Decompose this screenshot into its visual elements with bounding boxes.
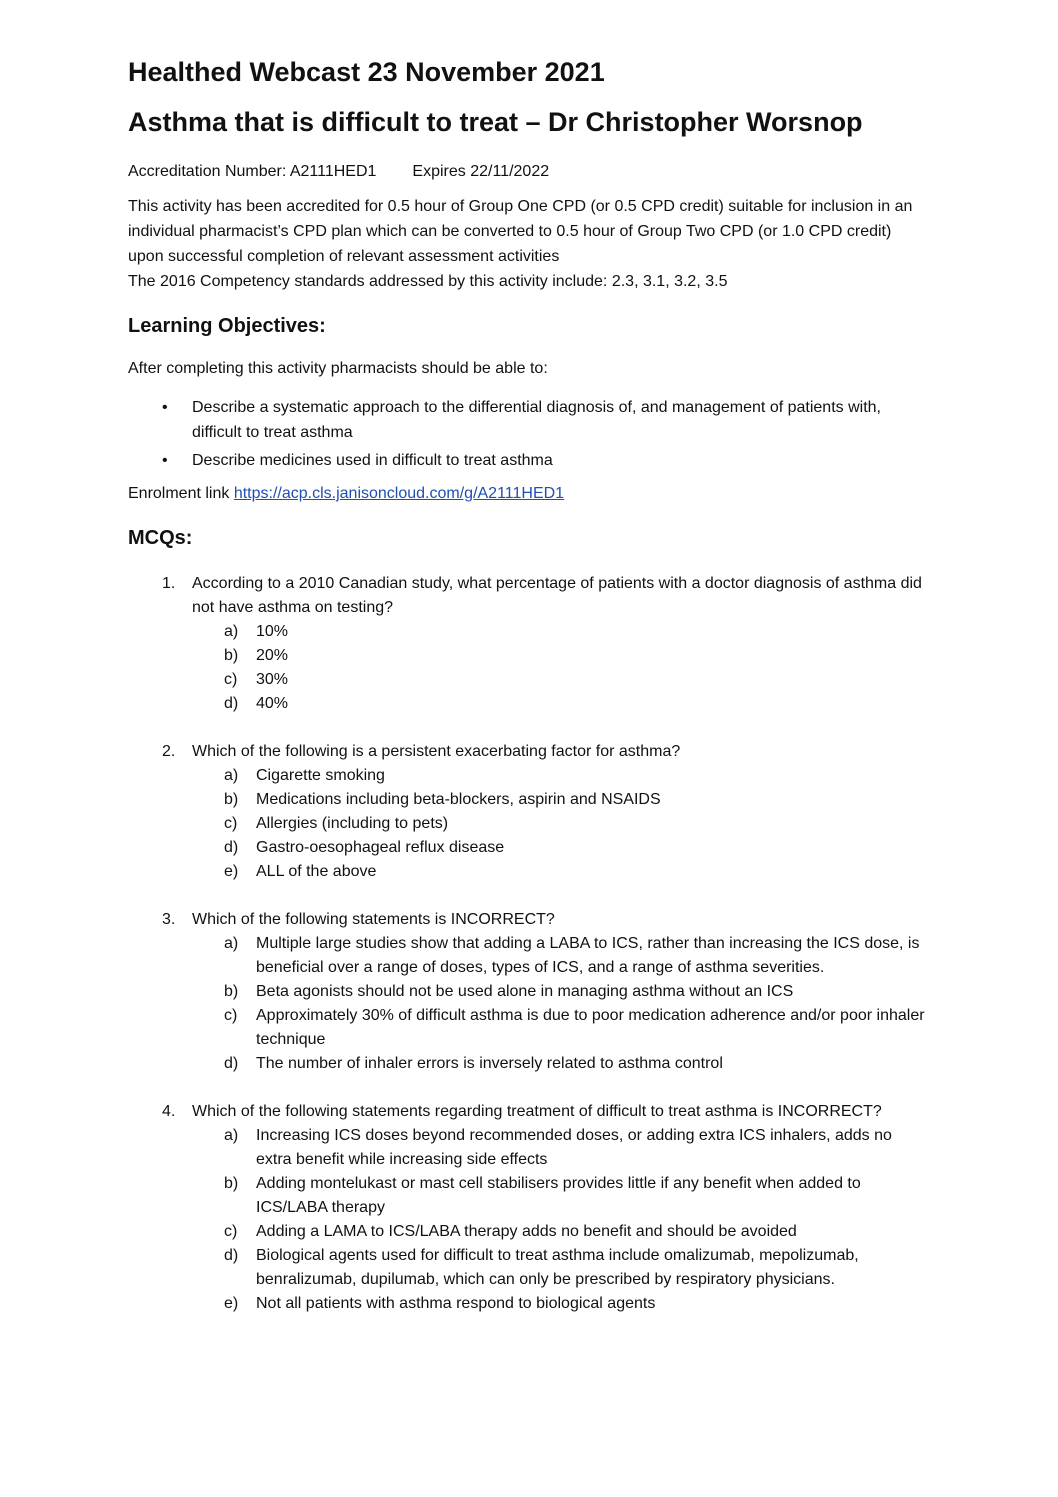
enrolment-link[interactable]: https://acp.cls.janisoncloud.com/g/A2111HED1 [233,485,565,502]
accreditation-number: Accreditation Number: A2111HED1 [128,163,377,180]
option-letter: d) [224,839,239,856]
mcq-list [128,572,928,1316]
option-text: Multiple large studies show that adding a LABA to ICS, rather than increasing the ICS dose, is beneficial over a range of doses, types of ICS, and a range of asthma severities. [256,935,920,976]
option-text: Beta agonists should not be used alone in managing asthma without an ICS [256,983,794,1000]
option-text: ALL of the above [256,863,377,880]
answer-option [192,980,928,1004]
accreditation-text: This activity has been accredited for 0.5 hour of Group One CPD (or 0.5 CPD credit) suitable for inclusion in an individual pharmacist’s CPD plan which can be converted to 0.5 hour of Group Two CPD (or 1.0 CPD credit) upon successful completion of relevant assessment activities [128,198,913,265]
mcq-question [128,572,928,716]
option-letter: b) [224,1175,239,1192]
bullet-icon: • [162,399,168,416]
answer-option [192,812,928,836]
option-text: Adding montelukast or mast cell stabilisers provides little if any benefit when added to ICS/LABA therapy [256,1175,861,1216]
objective-item: • Describe medicines used in difficult to treat asthma [128,448,928,473]
answer-option [192,668,928,692]
option-letter: c) [224,1223,238,1240]
option-letter: b) [224,983,239,1000]
option-text: Cigarette smoking [256,767,385,784]
bullet-icon: • [162,452,168,469]
answer-option [192,692,928,716]
answer-option [192,1172,928,1220]
answer-option [192,788,928,812]
question-number: 3. [162,911,176,928]
answer-options [192,1124,928,1316]
option-letter: a) [224,1127,239,1144]
option-letter: b) [224,791,239,808]
answer-option [192,836,928,860]
enrolment-line [128,481,928,506]
objectives-list [128,395,928,473]
option-text: 20% [256,647,289,664]
option-letter: d) [224,1055,239,1072]
document-title: Healthed Webcast 23 November 2021 [128,57,605,87]
question-text: Which of the following statements is INCORRECT? [192,911,555,928]
option-letter: d) [224,695,239,712]
objective-item: • Describe a systematic approach to the differential diagnosis of, and management of patients with, difficult to treat asthma [128,395,928,445]
answer-option [192,644,928,668]
answer-option [192,1244,928,1292]
answer-option [192,1220,928,1244]
accreditation-line [128,160,928,184]
accreditation-description [128,194,928,294]
mcq-question [128,908,928,1076]
document-page [128,52,928,1340]
option-letter: c) [224,1007,238,1024]
answer-option [192,1124,928,1172]
question-number: 4. [162,1103,176,1120]
answer-option [192,1052,928,1076]
option-text: 40% [256,695,289,712]
question-text: Which of the following is a persistent exacerbating factor for asthma? [192,743,681,760]
answer-option [192,764,928,788]
answer-option [192,620,928,644]
option-text: Increasing ICS doses beyond recommended doses, or adding extra ICS inhalers, adds no extra benefit while increasing side effects [256,1127,892,1168]
option-text: The number of inhaler errors is inversely related to asthma control [256,1055,723,1072]
option-letter: c) [224,815,238,832]
option-letter: b) [224,647,239,664]
option-letter: e) [224,863,239,880]
option-text: 10% [256,623,289,640]
option-text: Allergies (including to pets) [256,815,449,832]
option-letter: a) [224,767,239,784]
option-letter: e) [224,1295,239,1312]
option-text: Not all patients with asthma respond to biological agents [256,1295,656,1312]
question-number: 1. [162,575,176,592]
learning-objectives-heading: Learning Objectives: [128,315,326,337]
answer-options [192,620,928,716]
option-text: Gastro-oesophageal reflux disease [256,839,505,856]
question-text: According to a 2010 Canadian study, what percentage of patients with a doctor diagnosis of asthma did not have asthma on testing? [192,575,922,616]
enrolment-label: Enrolment link [128,485,230,502]
question-number: 2. [162,743,176,760]
mcq-heading: MCQs: [128,527,193,549]
option-letter: a) [224,623,239,640]
answer-option [192,860,928,884]
option-text: 30% [256,671,289,688]
answer-options [192,932,928,1076]
option-text: Biological agents used for difficult to treat asthma include omalizumab, mepolizumab, benralizumab, dupilumab, which can only be prescribed by respiratory physicians. [256,1247,859,1288]
answer-option [192,1292,928,1316]
competency-text: The 2016 Competency standards addressed by this activity include: 2.3, 3.1, 3.2, 3.5 [128,273,728,290]
mcq-question [128,1100,928,1316]
answer-options [192,764,928,884]
option-letter: c) [224,671,238,688]
document-subtitle: Asthma that is difficult to treat – Dr Christopher Worsnop [128,107,863,137]
option-letter: d) [224,1247,239,1264]
mcq-question [128,740,928,884]
option-letter: a) [224,935,239,952]
learning-intro: After completing this activity pharmacists should be able to: [128,360,548,377]
question-text: Which of the following statements regarding treatment of difficult to treat asthma is INCORRECT? [192,1103,882,1120]
answer-option [192,1004,928,1052]
option-text: Approximately 30% of difficult asthma is due to poor medication adherence and/or poor inhaler technique [256,1007,925,1048]
answer-option [192,932,928,980]
option-text: Medications including beta-blockers, aspirin and NSAIDS [256,791,661,808]
accreditation-expiry: Expires 22/11/2022 [412,163,550,180]
option-text: Adding a LAMA to ICS/LABA therapy adds no benefit and should be avoided [256,1223,797,1240]
